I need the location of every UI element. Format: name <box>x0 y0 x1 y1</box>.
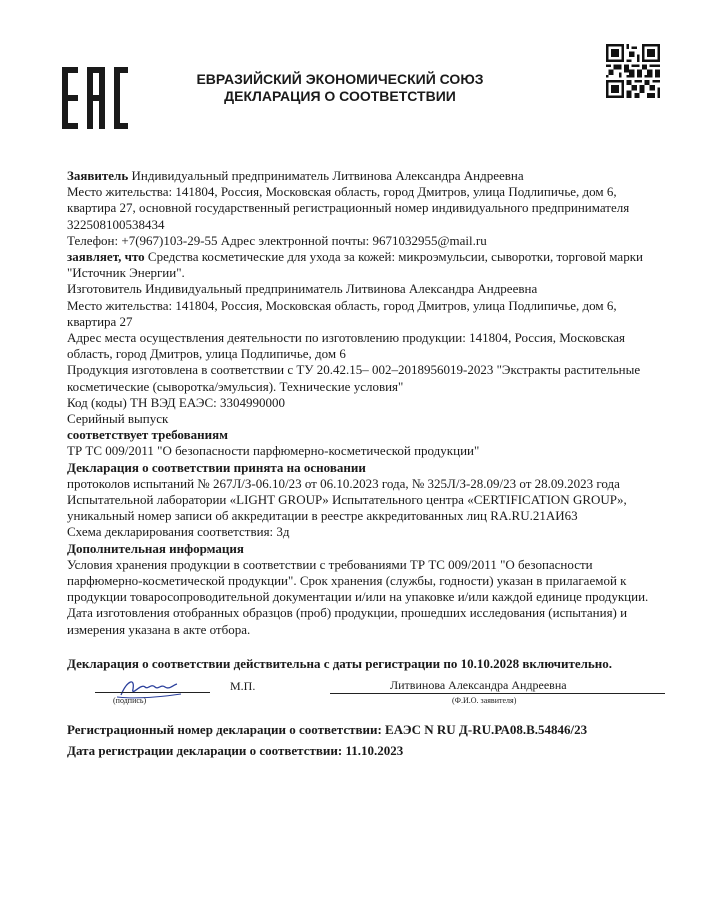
declares-label: заявляет, что <box>67 249 145 265</box>
validity-statement: Декларация о соответствии действительна с даты регистрации по 10.10.2028 включительно. <box>67 656 613 671</box>
tnved-code: Код (коды) ТН ВЭД ЕАЭС: 3304990000 <box>67 394 286 410</box>
product-description: Средства косметические для ухода за кожей: микроэмульсии, сыворотки, торговой марки "Источник Энергии". <box>67 249 643 281</box>
technical-regulation: ТР ТС 009/2011 "О безопасности парфюмерно-косметической продукции" <box>67 443 480 459</box>
registration-date: Дата регистрации декларации о соответствии: 11.10.2023 <box>67 743 404 758</box>
signer-line <box>330 693 665 694</box>
qr-code[interactable] <box>606 44 660 98</box>
production-address: Адрес места осуществления деятельности по изготовлению продукции: 141804, Россия, Московская область, город Дмитров, улица Подлипичье, дом 6 <box>67 330 625 362</box>
applicant-name: Индивидуальный предприниматель Литвинова Александра Андреевна <box>128 168 524 183</box>
series: Серийный выпуск <box>67 411 169 427</box>
signer-caption: (Ф.И.О. заявителя) <box>452 696 517 705</box>
applicant-contacts: Телефон: +7(967)103-29-55 Адрес электронной почты: 9671032955@mail.ru <box>67 232 487 248</box>
test-protocols: протоколов испытаний № 267Л/З-06.10/23 от 06.10.2023 года, № 325Л/З-28.09/23 от 28.09.2023 года Испытательной лаборатории «LIGHT GROUP» Испытательного центра «CERTIFICATION GROUP», уникальный номер записи об аккредитации в реестре аккредитованных лиц RA.RU.21АИ63 <box>67 475 627 524</box>
manufacturer: Изготовитель Индивидуальный предприниматель Литвинова Александра Андреевна <box>67 281 538 297</box>
applicant-residence: Место жительства: 141804, Россия, Московская область, город Дмитров, улица Подлипичье, дом 6, квартира 27, основной государственный регистрационный номер индивидуального предпринимателя 322508100538434 <box>67 184 630 232</box>
basis-label: Декларация о соответствии принята на основании <box>67 459 366 475</box>
signature-caption: (подпись) <box>113 696 147 705</box>
registration-number: Регистрационный номер декларации о соответствии: ЕАЭС N RU Д-RU.РА08.В.54846/23 <box>67 722 588 737</box>
eac-logo <box>62 67 128 129</box>
declaration-scheme: Схема декларирования соответствия: 3д <box>67 524 290 540</box>
manufacturer-residence: Место жительства: 141804, Россия, Московская область, город Дмитров, улица Подлипичье, дом 6, квартира 27 <box>67 297 617 329</box>
applicant-label: Заявитель <box>67 168 129 183</box>
header-title: ДЕКЛАРАЦИЯ О СООТВЕТСТВИИ <box>224 88 456 104</box>
signer-name: Литвинова Александра Андреевна <box>390 678 567 692</box>
applicant-line <box>67 168 665 184</box>
declares-line <box>67 249 665 281</box>
document-header <box>175 71 505 105</box>
signature-block <box>95 677 675 711</box>
header-union: ЕВРАЗИЙСКИЙ ЭКОНОМИЧЕСКИЙ СОЮЗ <box>196 71 484 87</box>
complies-label: соответствует требованиям <box>67 427 228 443</box>
additional-info: Условия хранения продукции в соответствии с требованиями ТР ТС 009/2011 "О безопасности парфюмерно-косметической продукции". Срок хранения (службы, годности) указан в прилагаемой к продукции товаросопроводительной документации и/или на упаковке и/или каждой единице продукции. Дата изготовления отобранных образцов (проб) продукции, прошедших исследования (испытания) и измерения указана в акте отбора. <box>67 556 649 637</box>
signature-line <box>95 692 210 693</box>
stamp-label: М.П. <box>230 679 256 693</box>
declaration-body <box>67 168 665 638</box>
additional-info-label: Дополнительная информация <box>67 540 244 556</box>
production-standard: Продукция изготовлена в соответствии с ТУ 20.42.15– 002–2018956019-2023 "Экстракты растительные косметические (сыворотка/эмульсия). Технические условия" <box>67 362 641 394</box>
